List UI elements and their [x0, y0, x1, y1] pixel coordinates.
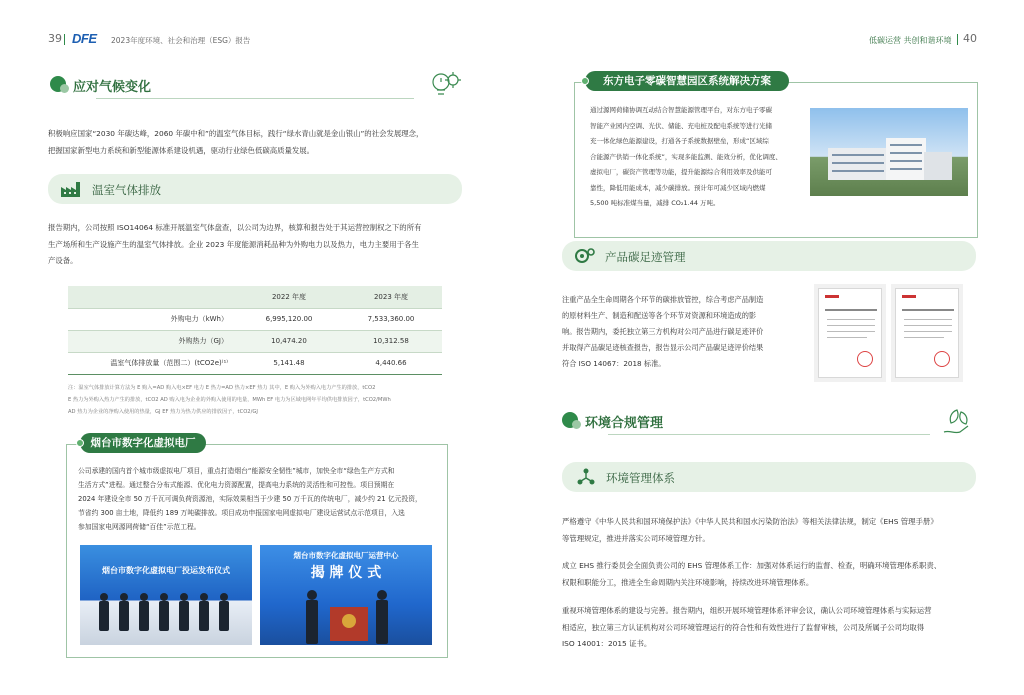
header-divider-right	[957, 34, 958, 45]
value-2022: 10,474.20	[238, 330, 340, 352]
section-bullet-icon	[562, 412, 578, 428]
hand-leaf-icon	[940, 406, 974, 438]
table-footnote: 注：温室气体排放计算方法为 E 购入=AD 购入电×EF 电力 E 热力=AD 热力×EF 热力 其中，E 购入为外购入电力产生的排放，tCO2 E 热力为外购入热力产生的排放，tCO2 AD 购入电为企业的外购入使用的电量，MWh EF 电力为区域电网年平均供电排放因子，tCO2/MWh AD 热力为企业的净购入使用的热量，GJ EF 热力为热力供应的排放因子，tCO2/GJ	[68, 385, 391, 415]
row-label: 外购电力（kWh）	[68, 308, 238, 330]
footprint-text: 注重产品全生命周期各个环节的碳排放管控，综合考虑产品制造 的原材料生产、制造和配送等各个环节对资源和环境造成的影 响。报告期内，委托独立第三方机构对公司产品进行碳足迹评价 并取得产品碳足迹核查报告，报告显示公司产品碳足迹评价结果 符合 ISO 14067：2018 标准。	[562, 295, 764, 368]
row-label: 外购热力（GJ）	[68, 330, 238, 352]
building-icon	[828, 134, 952, 188]
cert-line	[904, 319, 952, 320]
table-header-row	[68, 286, 442, 308]
right-page-number: 40	[963, 32, 977, 45]
photo-ceremony-title: 揭 牌 仪 式	[310, 565, 382, 581]
cert-stamp	[857, 351, 873, 367]
cert-line	[904, 331, 952, 332]
tab-dot-icon	[581, 77, 589, 85]
vpp-tab: 烟台市数字化虚拟电厂	[80, 433, 206, 453]
tab-dot-icon	[76, 439, 84, 447]
gear-cycle-icon	[574, 246, 596, 266]
cert-stamp	[934, 351, 950, 367]
network-nodes-icon	[576, 467, 596, 487]
carbon-footprint-certificate	[895, 288, 959, 378]
cert-line	[827, 325, 875, 326]
photo-caption: 烟台市数字化虚拟电厂投运发布仪式	[102, 566, 230, 575]
company-logo: DFE	[72, 31, 97, 46]
compliance-paragraph-2: 成立 EHS 推行委员会全面负责公司的 EHS 管理体系工作：加强对体系运行的监督、检查，明确环境管理体系职责、 权限和职能分工，推进全生命周期内关注环境影响，持续改进环境管理体系。	[562, 561, 942, 587]
park-text: 通过源网荷储协调互动结合智慧能源管理平台，对东方电子零碳 智能产业园内空调、光伏、储能、充电桩及配电系统等进行光储 充一体化绿色能源建设，打通各子系统数据壁垒，形成“区域综 合能源产供销一体化系统”，实现多能监测、能效分析，优化调度、 虚拟电厂，碳资产管理等功能，提升能源综合利用效率及供能可 靠性，降低用能成本，减少碳排放。预计年可减少区域内燃煤 5,500 吨标准煤当量，减排 CO₂1.44 万吨。	[590, 106, 782, 207]
park-photo	[810, 108, 968, 196]
climate-intro: 积极响应国家“2030 年碳达峰，2060 年碳中和”的温室气体目标，践行“绿水青山就是金山银山”的社会发展理念， 把握国家新型电力系统和新型能源体系建设机遇，驱动行业绿色低碳高质量发展。	[48, 129, 424, 155]
photo-heading: 烟台市数字化虚拟电厂运营中心	[293, 551, 399, 560]
cert-logo-mark	[825, 295, 839, 298]
park-tab: 东方电子零碳智慧园区系统解决方案	[585, 71, 789, 91]
table-header-cell: 2023 年度	[340, 286, 442, 308]
ghg-section-title: 温室气体排放	[92, 183, 161, 197]
factory-icon	[60, 180, 82, 198]
cert-logo-mark	[902, 295, 916, 298]
ghg-table	[68, 286, 442, 375]
value-2023: 7,533,360.00	[340, 308, 442, 330]
ceremony-people-icon	[290, 585, 410, 645]
compliance-section-title: 环境合规管理	[585, 416, 664, 431]
cert-line	[904, 337, 944, 338]
section-bullet-icon	[50, 76, 66, 92]
cert-line	[827, 319, 875, 320]
compliance-paragraph-3: 重视环境管理体系的建设与完善。报告期内，组织开展环境管理体系评审会议，确认公司环境管理体系与实际运营 相适应，独立第三方认证机构对公司环境管理运行的符合性和有效性进行了监督审核，公司及所属子公司均取得 ISO 14001：2015 证书。	[562, 606, 932, 648]
title-underline	[608, 434, 930, 435]
ems-section-title: 环境管理体系	[606, 471, 675, 485]
table-row	[68, 330, 442, 352]
value-2023: 4,440.66	[340, 352, 442, 374]
value-2022: 6,995,120.00	[238, 308, 340, 330]
climate-section-title: 应对气候变化	[73, 80, 152, 95]
cert-line	[827, 337, 867, 338]
header-divider	[64, 34, 65, 45]
report-title: 2023年度环境、社会和治理（ESG）报告	[111, 36, 251, 45]
ghg-text: 报告期内，公司按照 ISO14064 标准开展温室气体盘查，以公司为边界，核算和报告处于其运营控制权之下的所有 生产场所和生产设施产生的温室气体排放。企业 2023 年度能源消耗品种为外购电力以及热力，电力主要用于各生 产设备。	[48, 223, 422, 265]
table-row	[68, 308, 442, 330]
cert-line	[825, 309, 877, 311]
table-header-cell: 2022 年度	[238, 286, 340, 308]
value-2023: 10,312.58	[340, 330, 442, 352]
vpp-launch-photo	[80, 545, 252, 645]
vpp-text: 公司承建的国内首个城市级虚拟电厂项目，重点打造烟台“能源安全韧性”城市，加快全市“绿色生产方式和 生活方式”进程。通过整合分布式能源、优化电力资源配置，提高电力系统的灵活性和可控性。项目预期在 2024 年建设全市 50 万千瓦可调负荷资源池，实际效果相当于少建 50 万千瓦的传统电厂，减少约 21 亿元投资， 节省约 300 亩土地，降低约 189 万吨碳排放。项目成功申报国家电网虚拟电厂建设运营试点示范项目，入选 参加国家电网源网荷储“百佳”示范工程。	[78, 467, 422, 531]
right-tagline: 低碳运营 共创和谐环境	[869, 36, 952, 45]
cert-line	[904, 325, 952, 326]
value-2022: 5,141.48	[238, 352, 340, 374]
people-group-icon	[90, 589, 242, 629]
title-underline	[96, 98, 414, 99]
table-row	[68, 352, 442, 374]
cert-line	[827, 331, 875, 332]
vpp-ceremony-photo	[260, 545, 432, 645]
compliance-paragraph-1: 严格遵守《中华人民共和国环境保护法》《中华人民共和国水污染防治法》等相关法律法规，制定《EHS 管理手册》 等管理规定，推进并落实公司环境管理方针。	[562, 517, 938, 543]
carbon-footprint-certificate	[818, 288, 882, 378]
row-label: 温室气体排放量（范围二）(tCO2e)⁽¹⁾	[68, 352, 238, 374]
cert-line	[902, 309, 954, 311]
climate-lightbulb-icon	[427, 70, 463, 102]
footprint-section-title: 产品碳足迹管理	[605, 250, 686, 264]
left-page-number: 39	[48, 32, 62, 45]
table-header-cell	[68, 286, 238, 308]
